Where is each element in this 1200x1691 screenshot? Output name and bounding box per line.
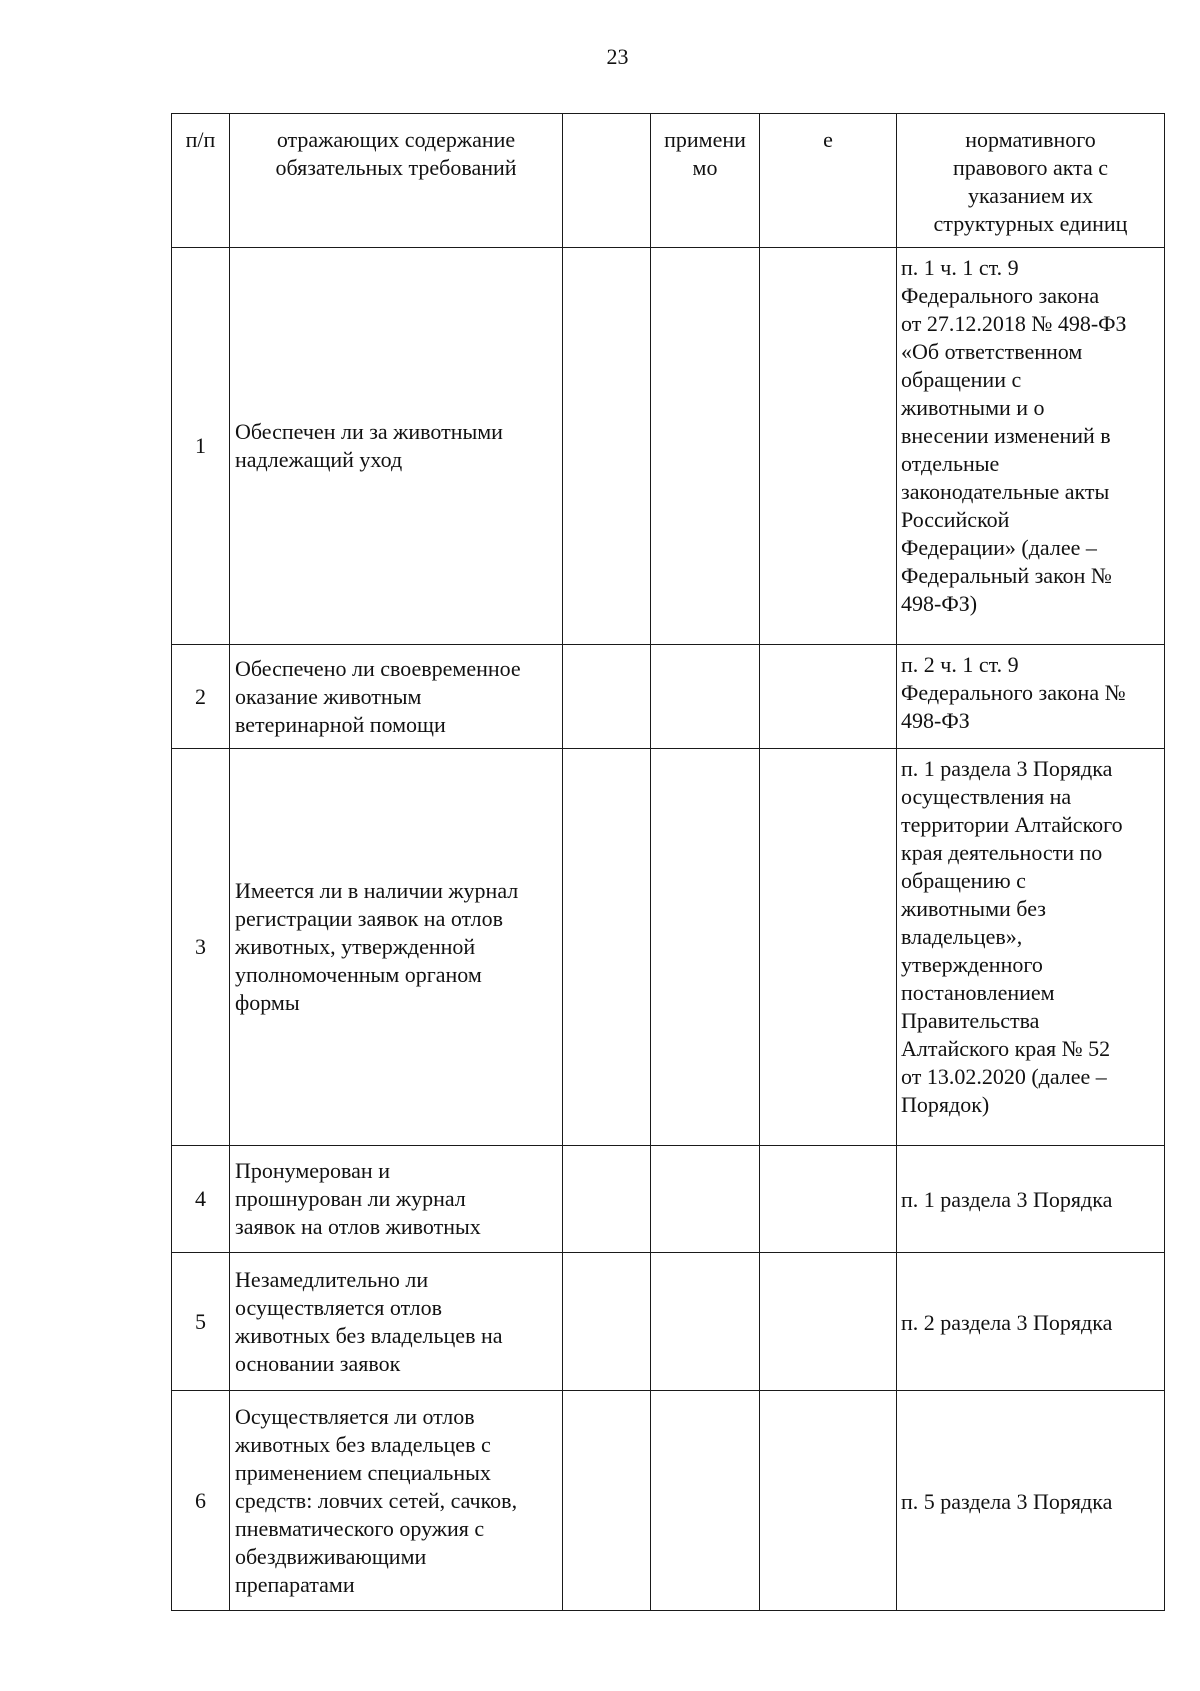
table-row	[172, 248, 1165, 645]
row-reference: п. 1 раздела 3 Порядка осуществления на территории Алтайского края деятельности по обращению с животными без владельцев», утвержденного постановлением Правительства Алтайского края № 52 от 13.02.2020 (далее – Порядок)	[897, 749, 1165, 1146]
row-cell-applicable	[651, 749, 760, 1146]
table-row	[172, 1391, 1165, 1611]
row-question: Пронумерован и прошнурован ли журнал заявок на отлов животных	[230, 1146, 563, 1253]
row-number: 6	[172, 1391, 230, 1611]
row-question: Обеспечен ли за животными надлежащий уход	[230, 248, 563, 645]
table-row	[172, 645, 1165, 749]
row-number: 3	[172, 749, 230, 1146]
header-cell-applicable: примени мо	[651, 114, 760, 248]
row-cell-note	[760, 749, 897, 1146]
table-row	[172, 1146, 1165, 1253]
row-cell-note	[760, 1146, 897, 1253]
row-reference: п. 2 ч. 1 ст. 9 Федерального закона № 498-ФЗ	[897, 645, 1165, 749]
row-number: 5	[172, 1253, 230, 1391]
table-row	[172, 1253, 1165, 1391]
row-question: Осуществляется ли отлов животных без владельцев с применением специальных средств: ловчих сетей, сачков, пневматического оружия с обездвиживающими препаратами	[230, 1391, 563, 1611]
checklist-table	[171, 113, 1165, 1611]
row-cell-yes	[563, 1253, 651, 1391]
header-cell-blank	[563, 114, 651, 248]
row-cell-yes	[563, 1391, 651, 1611]
row-cell-yes	[563, 645, 651, 749]
row-number: 1	[172, 248, 230, 645]
row-cell-yes	[563, 749, 651, 1146]
row-cell-note	[760, 645, 897, 749]
row-question: Обеспечено ли своевременное оказание животным ветеринарной помощи	[230, 645, 563, 749]
row-cell-note	[760, 248, 897, 645]
row-cell-applicable	[651, 248, 760, 645]
row-cell-note	[760, 1253, 897, 1391]
row-reference: п. 1 раздела 3 Порядка	[897, 1146, 1165, 1253]
row-cell-yes	[563, 1146, 651, 1253]
header-cell-reference: нормативного правового акта с указанием их структурных единиц	[897, 114, 1165, 248]
table-row	[172, 749, 1165, 1146]
row-cell-applicable	[651, 1391, 760, 1611]
row-cell-applicable	[651, 645, 760, 749]
row-question: Имеется ли в наличии журнал регистрации заявок на отлов животных, утвержденной уполномоченным органом формы	[230, 749, 563, 1146]
header-cell-note: е	[760, 114, 897, 248]
row-cell-note	[760, 1391, 897, 1611]
row-cell-yes	[563, 248, 651, 645]
row-question: Незамедлительно ли осуществляется отлов животных без владельцев на основании заявок	[230, 1253, 563, 1391]
header-cell-requirements: отражающих содержание обязательных требований	[230, 114, 563, 248]
page-number: 23	[606, 44, 629, 69]
header-cell-num: п/п	[172, 114, 230, 248]
row-reference: п. 2 раздела 3 Порядка	[897, 1253, 1165, 1391]
row-reference: п. 1 ч. 1 ст. 9 Федерального закона от 27.12.2018 № 498-ФЗ «Об ответственном обращении с животными и о внесении изменений в отдельные законодательные акты Российской Федерации» (далее – Федеральный закон № 498-ФЗ)	[897, 248, 1165, 645]
row-number: 2	[172, 645, 230, 749]
table-header-row	[172, 114, 1165, 248]
row-number: 4	[172, 1146, 230, 1253]
row-reference: п. 5 раздела 3 Порядка	[897, 1391, 1165, 1611]
row-cell-applicable	[651, 1146, 760, 1253]
row-cell-applicable	[651, 1253, 760, 1391]
